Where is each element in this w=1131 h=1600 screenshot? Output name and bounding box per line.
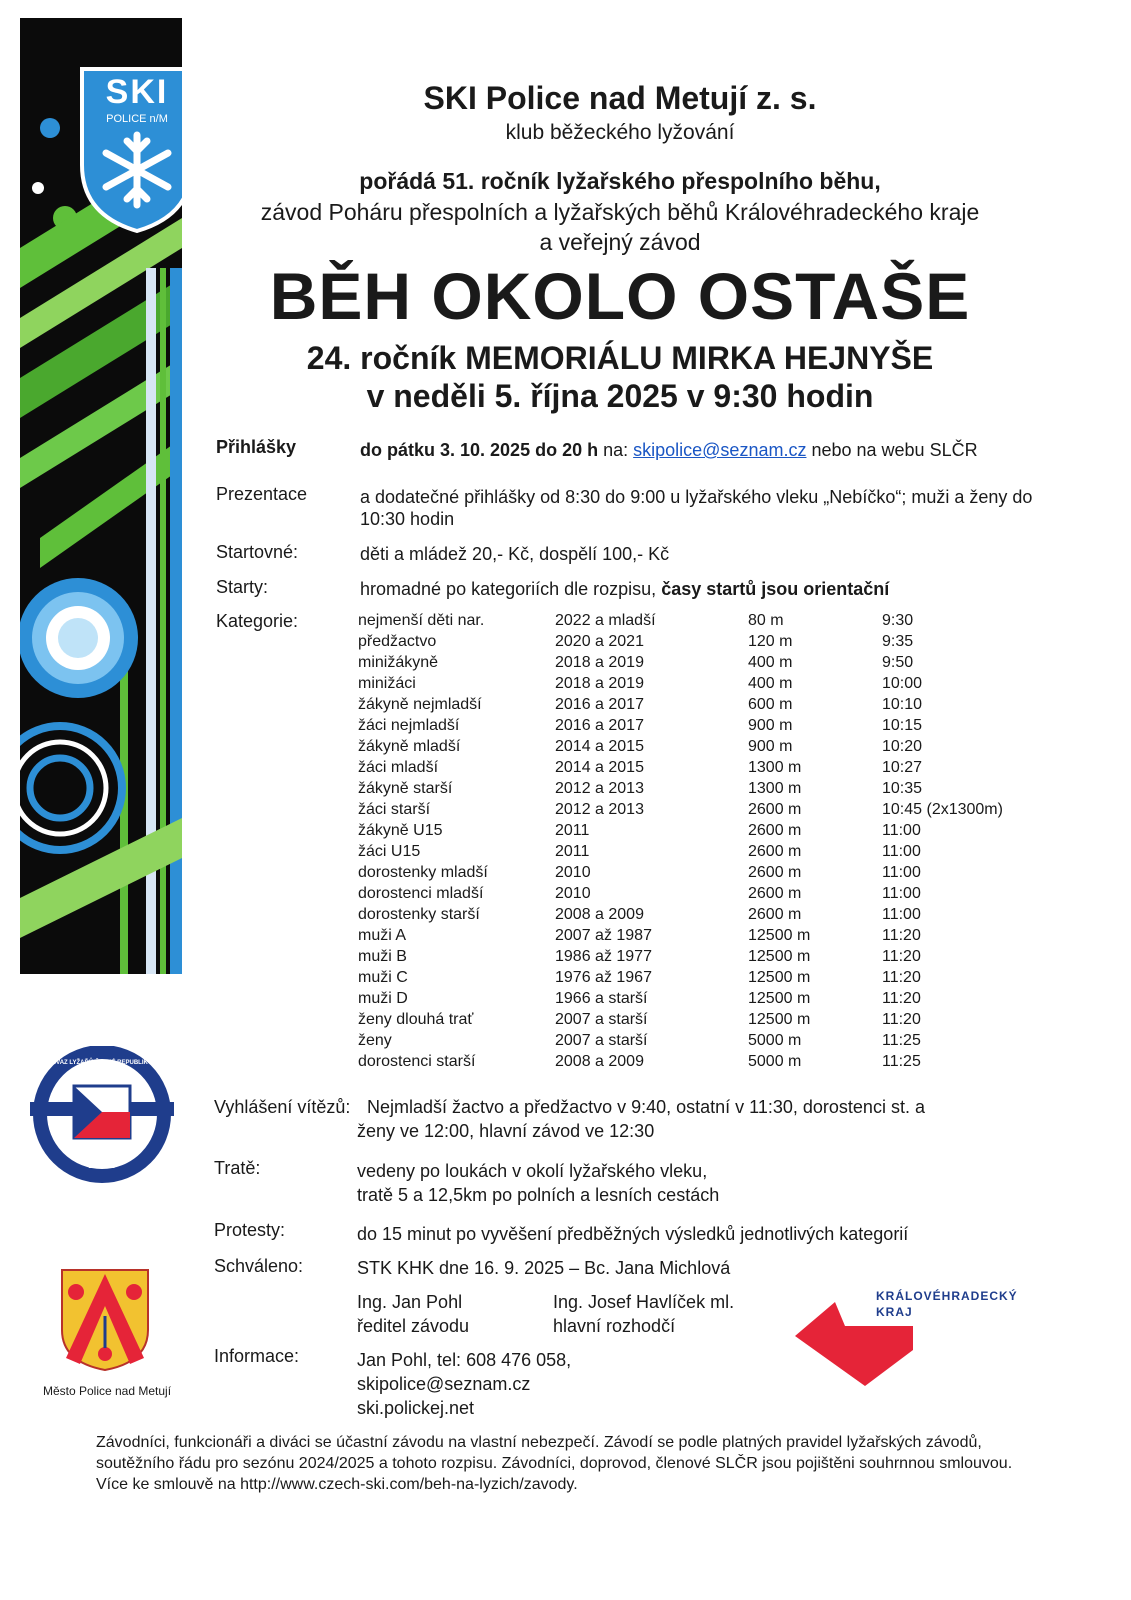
category-name: minižáci <box>358 675 416 692</box>
organizes-line: pořádá 51. ročník lyžařského přespolního běhu, <box>359 168 881 194</box>
category-distance: 2600 m <box>748 801 802 818</box>
category-distance: 12500 m <box>748 1011 811 1028</box>
slcr-year: 1 9 0 3 <box>88 1160 116 1170</box>
category-years: 2014 a 2015 <box>555 738 644 755</box>
category-distance: 120 m <box>748 633 793 650</box>
category-years: 2008 a 2009 <box>555 1053 644 1070</box>
category-name: dorostenky starší <box>358 906 480 923</box>
category-years: 2008 a 2009 <box>555 906 644 923</box>
category-distance: 12500 m <box>748 927 811 944</box>
starty-text: hromadné po kategoriích dle rozpisu, <box>360 579 662 599</box>
category-years: 2018 a 2019 <box>555 654 644 671</box>
category-years: 2011 <box>555 822 590 839</box>
category-years: 2012 a 2013 <box>555 780 644 797</box>
category-time: 11:00 <box>882 843 921 860</box>
category-name: žákyně mladší <box>358 738 461 755</box>
slcr-logo <box>22 1046 182 1186</box>
category-time: 10:45 (2x1300m) <box>882 801 1003 818</box>
category-time: 11:20 <box>882 927 921 944</box>
logo-subtitle: POLICE n/M <box>106 113 168 125</box>
category-time: 11:00 <box>882 906 921 923</box>
category-name: muži A <box>358 927 407 944</box>
category-time: 10:10 <box>882 696 923 713</box>
category-time: 11:00 <box>882 822 921 839</box>
referee-role: hlavní rozhodčí <box>553 1316 676 1336</box>
slcr-ring-text: SVAZ LYŽAŘŮ ČESKÉ REPUBLIKY <box>52 1060 152 1066</box>
informace-line1: Jan Pohl, tel: 608 476 058, <box>357 1350 572 1370</box>
town-coat-of-arms <box>60 1268 150 1372</box>
informace-web[interactable]: ski.polickej.net <box>357 1398 475 1418</box>
category-name: žáci U15 <box>358 843 421 860</box>
category-years: 2014 a 2015 <box>555 759 644 776</box>
category-distance: 900 m <box>748 738 793 755</box>
category-time: 11:00 <box>882 864 921 881</box>
category-time: 11:20 <box>882 948 921 965</box>
director-name: Ing. Jan Pohl <box>357 1292 463 1312</box>
category-name: předžactvo <box>358 633 437 650</box>
vyhlaseni-line2: ženy ve 12:00, hlavní závod ve 12:30 <box>357 1121 655 1141</box>
vyhlaseni-line1: Nejmladší žactvo a předžactvo v 9:40, ostatní v 11:30, dorostenci st. a <box>367 1097 925 1117</box>
category-name: nejmenší děti nar. <box>358 612 485 629</box>
category-name: žáci nejmladší <box>358 717 460 734</box>
category-distance: 1300 m <box>748 759 802 776</box>
category-time: 11:25 <box>882 1032 921 1049</box>
category-name: žáci mladší <box>358 759 439 776</box>
category-years: 2012 a 2013 <box>555 801 644 818</box>
prihlasky-email-link[interactable]: skipolice@seznam.cz <box>633 440 807 460</box>
decorative-strip <box>20 18 182 974</box>
club-name: SKI Police nad Metují z. s. <box>423 80 817 116</box>
town-caption: Město Police nad Metují <box>42 1384 172 1398</box>
category-time: 11:00 <box>882 885 921 902</box>
category-distance: 400 m <box>748 654 793 671</box>
kategorie-label: Kategorie: <box>216 611 299 631</box>
category-time: 9:30 <box>882 612 914 629</box>
trate-line1: vedeny po loukách v okolí lyžařského vleku, <box>357 1161 708 1181</box>
category-time: 9:35 <box>882 633 914 650</box>
category-time: 11:20 <box>882 990 921 1007</box>
informace-label: Informace: <box>214 1346 300 1366</box>
category-years: 1966 a starší <box>555 990 648 1007</box>
category-years: 2011 <box>555 843 590 860</box>
category-name: žákyně nejmladší <box>358 696 482 713</box>
starty-value <box>360 578 1040 600</box>
category-time: 11:25 <box>882 1053 921 1070</box>
category-years: 2007 a starší <box>555 1032 648 1049</box>
category-time: 11:20 <box>882 1011 921 1028</box>
category-distance: 12500 m <box>748 990 811 1007</box>
starty-bold: časy startů jsou orientační <box>661 579 890 599</box>
category-name: minižákyně <box>358 654 439 671</box>
memorial-line: 24. ročník MEMORIÁLU MIRKA HEJNYŠE <box>306 340 934 376</box>
trate-label: Tratě: <box>214 1158 261 1178</box>
prezentace-label: Prezentace <box>216 484 308 504</box>
category-years: 2022 a mladší <box>555 612 656 629</box>
category-years: 2010 <box>555 864 591 881</box>
race-title: BĚH OKOLO OSTAŠE <box>269 259 971 333</box>
category-distance: 2600 m <box>748 885 802 902</box>
prihlasky-rest: nebo na webu SLČR <box>806 440 978 460</box>
prihlasky-value <box>360 439 1040 461</box>
category-distance: 400 m <box>748 675 793 692</box>
prihlasky-deadline: do pátku 3. 10. 2025 do 20 h <box>360 440 599 460</box>
category-distance: 5000 m <box>748 1053 802 1070</box>
category-name: muži D <box>358 990 408 1007</box>
category-name: žákyně U15 <box>358 822 443 839</box>
prihlasky-mid: na: <box>598 440 634 460</box>
category-name: muži C <box>358 969 408 986</box>
category-time: 11:20 <box>882 969 921 986</box>
protesty-value: do 15 minut po vyvěšení předběžných výsledků jednotlivých kategorií <box>357 1224 909 1244</box>
starty-label: Starty: <box>216 577 269 597</box>
category-years: 2018 a 2019 <box>555 675 644 692</box>
category-distance: 2600 m <box>748 864 802 881</box>
schvaleno-value: STK KHK dne 16. 9. 2025 – Bc. Jana Michlová <box>357 1258 731 1278</box>
category-name: dorostenci starší <box>358 1053 476 1070</box>
category-time: 9:50 <box>882 654 914 671</box>
category-distance: 80 m <box>748 612 784 629</box>
category-time: 10:00 <box>882 675 923 692</box>
startovne-label: Startovné: <box>216 542 299 562</box>
club-subtitle: klub běžeckého lyžování <box>505 121 735 144</box>
public-race-line: a veřejný závod <box>539 229 701 255</box>
category-name: ženy <box>358 1032 392 1049</box>
category-distance: 900 m <box>748 717 793 734</box>
category-years: 2010 <box>555 885 591 902</box>
category-name: dorostenci mladší <box>358 885 484 902</box>
category-distance: 12500 m <box>748 948 811 965</box>
category-name: žákyně starší <box>358 780 453 797</box>
category-name: muži B <box>358 948 407 965</box>
category-time: 10:35 <box>882 780 923 797</box>
category-years: 2016 a 2017 <box>555 696 644 713</box>
referee-name: Ing. Josef Havlíček ml. <box>553 1292 735 1312</box>
category-years: 2007 a starší <box>555 1011 648 1028</box>
category-years: 1976 až 1967 <box>555 969 652 986</box>
category-years: 2016 a 2017 <box>555 717 644 734</box>
category-distance: 12500 m <box>748 969 811 986</box>
category-time: 10:27 <box>882 759 923 776</box>
category-years: 2007 až 1987 <box>555 927 652 944</box>
informace-email[interactable]: skipolice@seznam.cz <box>357 1374 531 1394</box>
category-distance: 2600 m <box>748 843 802 860</box>
director-role: ředitel závodu <box>357 1316 470 1336</box>
cup-line: závod Poháru přespolních a lyžařských běhů Královéhradeckého kraje <box>260 199 980 225</box>
prezentace-value: a dodatečné přihlášky od 8:30 do 9:00 u lyžařského vleku „Nebíčko“; muži a ženy do 10:30 hodin <box>360 487 1033 529</box>
category-time: 10:20 <box>882 738 923 755</box>
category-distance: 2600 m <box>748 822 802 839</box>
vyhlaseni-label: Vyhlášení vítězů: <box>214 1097 351 1117</box>
category-time: 10:15 <box>882 717 923 734</box>
region-name-line1: KRÁLOVÉHRADECKÝ <box>876 1289 1018 1303</box>
date-line: v neděli 5. října 2025 v 9:30 hodin <box>366 378 874 414</box>
category-name: dorostenky mladší <box>358 864 488 881</box>
category-name: žáci starší <box>358 801 431 818</box>
footer-disclaimer: Závodníci, funkcionáři a diváci se účastní závodu na vlastní nebezpečí. Závodí se podle platných pravidel lyžařských závodů, soutěžního řádu pro sezónu 2024/2025 a tohoto rozpisu. Závodníci, doprovod, členové SLČR jsou pojištěni souhrnnou smlouvou. Více ke smlouvě na http://www.czech-ski.com/beh-na-lyzich/zavody. <box>96 1434 1013 1493</box>
category-distance: 5000 m <box>748 1032 802 1049</box>
logo-title: SKI <box>105 73 169 111</box>
protesty-label: Protesty: <box>214 1220 286 1240</box>
category-distance: 1300 m <box>748 780 802 797</box>
category-years: 2020 a 2021 <box>555 633 644 650</box>
region-name-line2: KRAJ <box>876 1305 913 1319</box>
category-distance: 600 m <box>748 696 793 713</box>
category-years: 1986 až 1977 <box>555 948 652 965</box>
category-distance: 2600 m <box>748 906 802 923</box>
schvaleno-label: Schváleno: <box>214 1256 304 1276</box>
trate-line2: tratě 5 a 12,5km po polních a lesních cestách <box>357 1185 720 1205</box>
club-logo <box>78 65 182 233</box>
category-name: ženy dlouhá trať <box>358 1011 474 1028</box>
prihlasky-label: Přihlášky <box>216 437 297 457</box>
startovne-value: děti a mládež 20,- Kč, dospělí 100,- Kč <box>360 544 670 564</box>
